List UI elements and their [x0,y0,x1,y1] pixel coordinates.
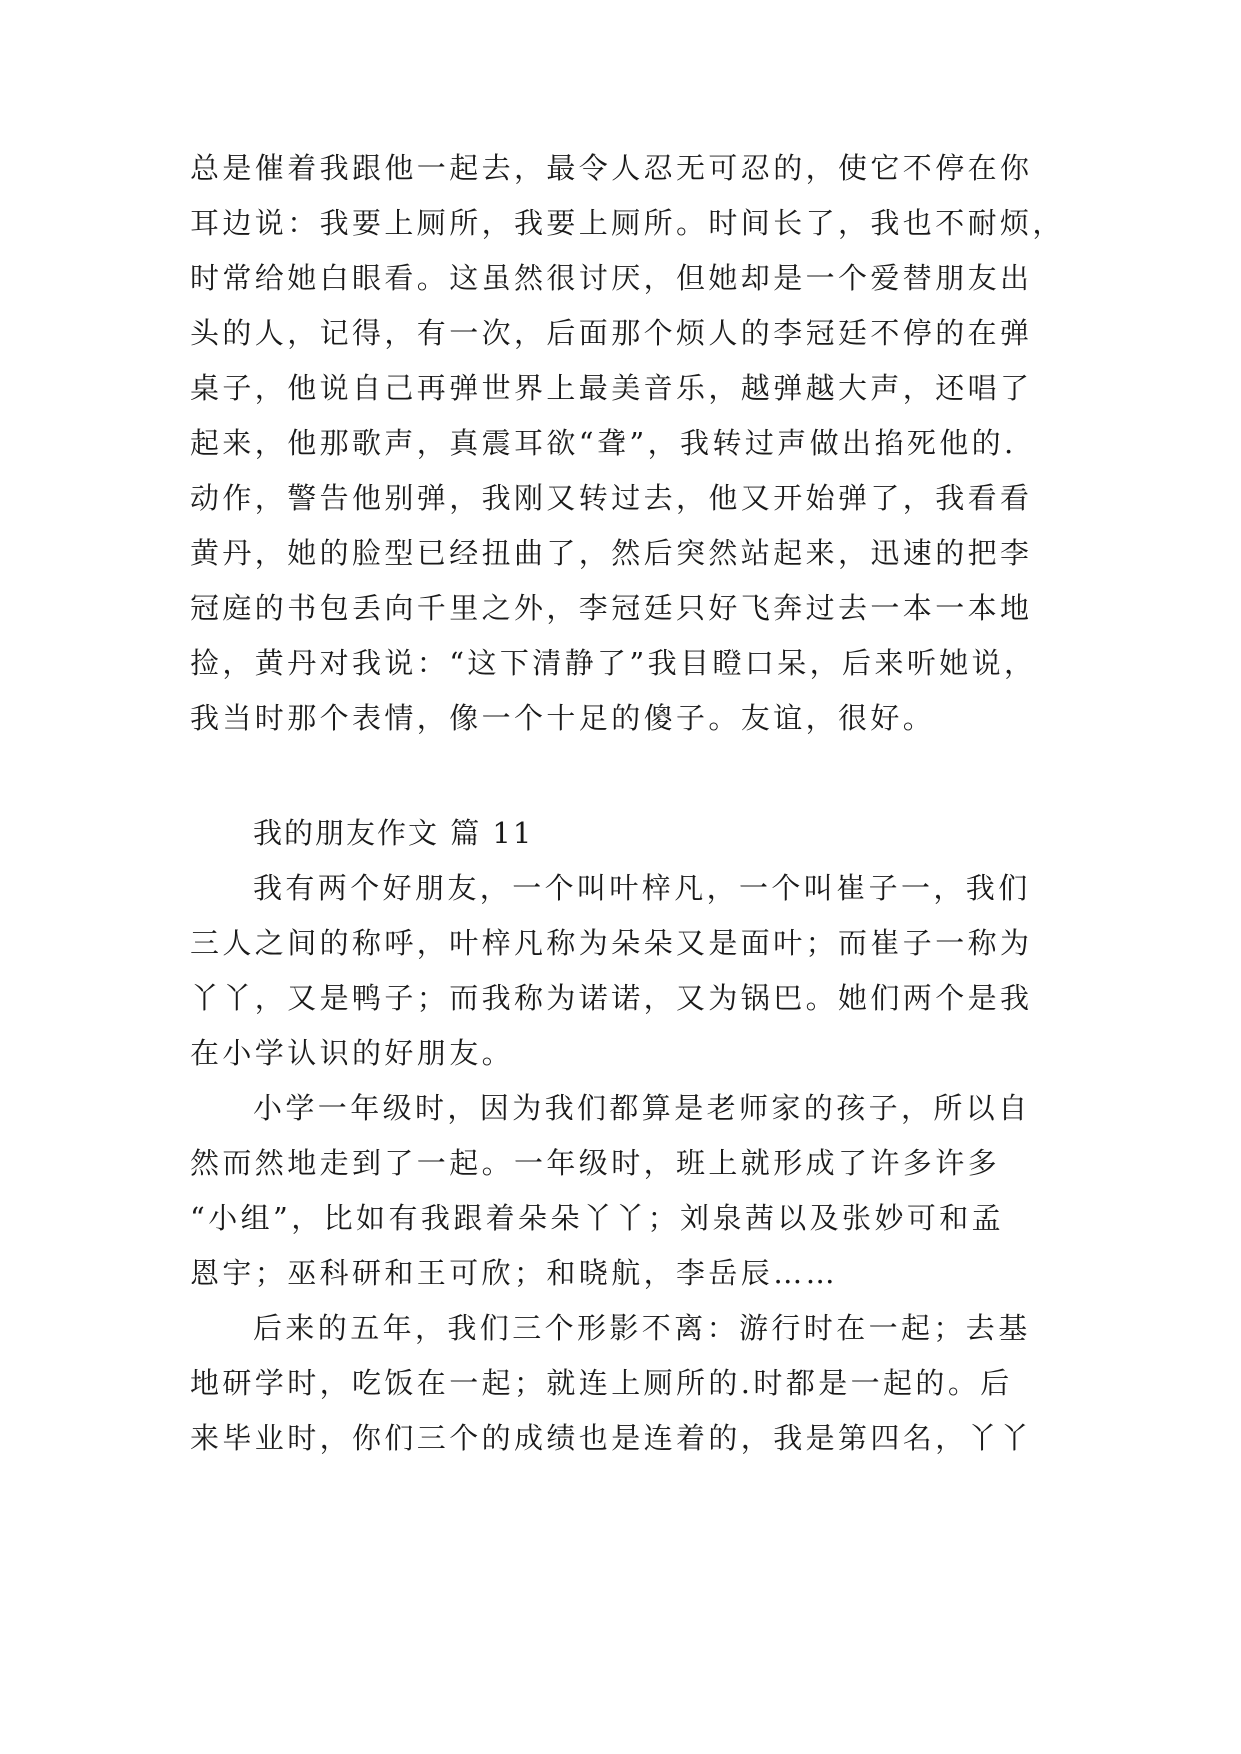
text-line: 我当时那个表情，像一个十足的傻子。友谊，很好。 [190,701,936,735]
text-line: 来毕业时，你们三个的成绩也是连着的，我是第四名，丫丫 [190,1421,1033,1455]
section-heading: 我的朋友作文 篇 11 [253,816,534,850]
text-line: 冠庭的书包丢向千里之外，李冠廷只好飞奔过去一本一本地 [190,591,1033,625]
text-line: 头的人，记得，有一次，后面那个烦人的李冠廷不停的在弹 [190,316,1033,350]
text-line: 三人之间的称呼，叶梓凡称为朵朵又是面叶；而崔子一称为 [190,926,1033,960]
text-line: 总是催着我跟他一起去，最令人忍无可忍的，使它不停在你 [190,151,1033,185]
text-line: 小学一年级时，因为我们都算是老师家的孩子，所以自 [253,1091,1031,1125]
text-line: 动作，警告他别弹，我刚又转过去，他又开始弹了，我看看 [190,481,1033,515]
text-line: “小组”，比如有我跟着朵朵丫丫；刘泉茜以及张妙可和孟 [190,1201,1005,1235]
text-line: 恩宇；巫科研和王可欣；和晓航，李岳辰…… [190,1256,839,1290]
text-line: 地研学时，吃饭在一起；就连上厕所的.时都是一起的。后 [190,1366,1013,1400]
text-line: 桌子，他说自己再弹世界上最美音乐，越弹越大声，还唱了 [190,371,1033,405]
text-line: 我有两个好朋友，一个叫叶梓凡，一个叫崔子一，我们 [253,871,1031,905]
text-line: 后来的五年，我们三个形影不离：游行时在一起；去基 [253,1311,1031,1345]
text-line: 丫丫，又是鸭子；而我称为诺诺，又为锅巴。她们两个是我 [190,981,1033,1015]
text-line: 起来，他那歌声，真震耳欲“聋”，我转过声做出掐死他的. [190,426,1017,460]
text-line: 然而然地走到了一起。一年级时，班上就形成了许多许多 [190,1146,1001,1180]
text-line: 黄丹，她的脸型已经扭曲了，然后突然站起来，迅速的把李 [190,536,1033,570]
text-line: 在小学认识的好朋友。 [190,1036,515,1070]
text-line: 时常给她白眼看。这虽然很讨厌，但她却是一个爱替朋友出 [190,261,1033,295]
text-line: 耳边说：我要上厕所，我要上厕所。时间长了，我也不耐烦， [190,206,1065,240]
text-line: 捡，黄丹对我说：“这下清静了”我目瞪口呆，后来听她说， [190,646,1037,680]
